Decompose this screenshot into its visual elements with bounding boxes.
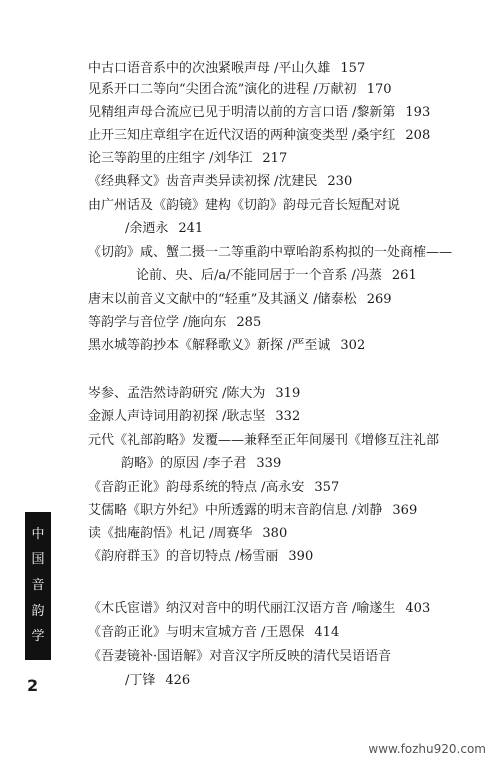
entry-author: /冯蒸 — [351, 268, 382, 283]
entry-author: /刘静 — [352, 503, 383, 518]
section-side-tab — [25, 512, 51, 660]
side-tab-char: 国 — [31, 552, 45, 568]
entry-page: 414 — [314, 625, 340, 640]
entry-page: 369 — [392, 503, 418, 518]
entry-author: /万献初 — [313, 82, 357, 97]
entry-author: /刘华江 — [209, 151, 253, 166]
entry-author: /沈建民 — [274, 174, 318, 189]
entry-page: 230 — [327, 174, 353, 189]
entry-author: /丁锋 — [125, 673, 156, 688]
toc-entry-continuation — [121, 672, 478, 690]
entry-author: /储泰松 — [313, 292, 357, 307]
entry-page: 332 — [275, 409, 301, 424]
entry-page: 302 — [340, 338, 366, 353]
toc-entry — [88, 432, 478, 450]
entry-title: 论三等韵里的庄组字 — [88, 151, 206, 166]
entry-author: /周赛华 — [209, 526, 253, 541]
entry-page: 241 — [178, 221, 204, 236]
entry-page: 269 — [366, 292, 392, 307]
entry-title: 《音韵正讹》与明末宣城方音 — [88, 625, 258, 640]
entry-author: /喻遂生 — [352, 601, 396, 616]
entry-page: 426 — [165, 673, 191, 688]
entry-author: /陈大为 — [222, 386, 266, 401]
toc-entry — [88, 127, 478, 145]
entry-title: 岑参、孟浩然诗韵研究 — [88, 386, 219, 401]
entry-page: 403 — [405, 601, 431, 616]
toc-entry — [88, 502, 478, 520]
entry-author: /李子君 — [203, 456, 247, 471]
toc-entry — [88, 624, 478, 642]
toc-entry-continuation — [121, 455, 478, 473]
entry-title: 《木氏宦谱》纳汉对音中的明代丽江汉语方音 — [88, 601, 349, 616]
entry-page: 380 — [262, 526, 288, 541]
entry-title: 等韵学与音位学 — [88, 315, 180, 330]
toc-entry-continuation — [136, 267, 478, 285]
entry-author: /施向东 — [183, 315, 227, 330]
entry-title: 《韵府群玉》的音切特点 — [88, 549, 232, 564]
entry-author: /高永安 — [261, 480, 305, 495]
entry-author: /严至诚 — [287, 338, 331, 353]
entry-title: 论前、央、后/a/不能同居于一个音系 — [136, 268, 348, 283]
side-tab-char: 音 — [31, 577, 45, 593]
toc-entry — [88, 525, 478, 543]
entry-title: 《经典释文》齿音声类异读初探 — [88, 174, 271, 189]
toc-entry — [88, 408, 478, 426]
entry-page: 157 — [340, 61, 366, 76]
entry-author: /桑宇红 — [352, 128, 396, 143]
side-tab-char: 韵 — [31, 603, 45, 619]
entry-title: 《音韵正讹》韵母系统的特点 — [88, 480, 258, 495]
entry-title: 读《拙庵韵悟》札记 — [88, 526, 206, 541]
toc-entry — [88, 291, 478, 309]
page-number: 2 — [27, 676, 39, 695]
entry-title: 《吾妻镜补·国语解》对音汉字所反映的清代吴语语音 — [88, 649, 392, 664]
side-tab-char: 学 — [31, 629, 45, 645]
entry-title: 由广州话及《韵镜》建构《切韵》韵母元音长短配对说 — [88, 198, 401, 213]
entry-page: 339 — [256, 456, 282, 471]
entry-author: /王恩保 — [261, 625, 305, 640]
side-tab-char: 中 — [31, 526, 45, 542]
entry-title: 止开三知庄章组字在近代汉语的两种演变类型 — [88, 128, 349, 143]
entry-author: /杨雪丽 — [235, 549, 279, 564]
toc-entry — [88, 600, 478, 618]
toc-entry — [88, 314, 478, 332]
entry-title: 中古口语音系中的次浊紧喉声母 — [88, 61, 271, 76]
toc-entry — [88, 548, 478, 566]
entry-title: 金源人声诗词用韵初探 — [88, 409, 219, 424]
toc-entry — [88, 104, 478, 122]
entry-author: /耿志坚 — [222, 409, 266, 424]
toc-entry — [88, 197, 478, 215]
entry-author: /余迺永 — [125, 221, 169, 236]
entry-title: 韵略》的原因 — [121, 456, 200, 471]
toc-entry — [88, 385, 478, 403]
entry-title: 黑水城等韵抄本《解释歌义》新探 — [88, 338, 284, 353]
entry-title: 艾儒略《职方外纪》中所透露的明末音韵信息 — [88, 503, 349, 518]
entry-page: 217 — [262, 151, 288, 166]
entry-title: 见系开口二等向“尖团合流”演化的进程 — [88, 82, 310, 97]
entry-page: 357 — [314, 480, 340, 495]
watermark: www.fozhu920.com — [368, 742, 486, 756]
toc-entry — [88, 81, 478, 99]
entry-page: 390 — [288, 549, 314, 564]
toc-entry — [88, 244, 478, 262]
entry-page: 208 — [405, 128, 431, 143]
entry-page: 261 — [391, 268, 417, 283]
entry-page: 319 — [275, 386, 301, 401]
toc-entry — [88, 648, 478, 666]
entry-page: 170 — [366, 82, 392, 97]
toc-entry — [88, 479, 478, 497]
entry-page: 193 — [405, 105, 431, 120]
entry-page: 285 — [236, 315, 262, 330]
toc-entry-continuation — [121, 220, 478, 238]
entry-title: 唐末以前音义文献中的“轻重”及其涵义 — [88, 292, 310, 307]
toc-entry — [88, 173, 478, 191]
toc-entry — [88, 337, 478, 355]
entry-title: 元代《礼部韵略》发覆——兼释至正年间屡刊《增修互注礼部 — [88, 433, 440, 448]
entry-title: 《切韵》咸、蟹二摄一二等重韵中覃咍韵系构拟的一处商榷—— — [88, 245, 453, 260]
entry-title: 见精组声母合流应已见于明清以前的方言口语 — [88, 105, 349, 120]
toc-entry — [88, 60, 478, 78]
entry-author: /黎新第 — [352, 105, 396, 120]
entry-author: /平山久雄 — [274, 61, 331, 76]
toc-entry — [88, 150, 478, 168]
